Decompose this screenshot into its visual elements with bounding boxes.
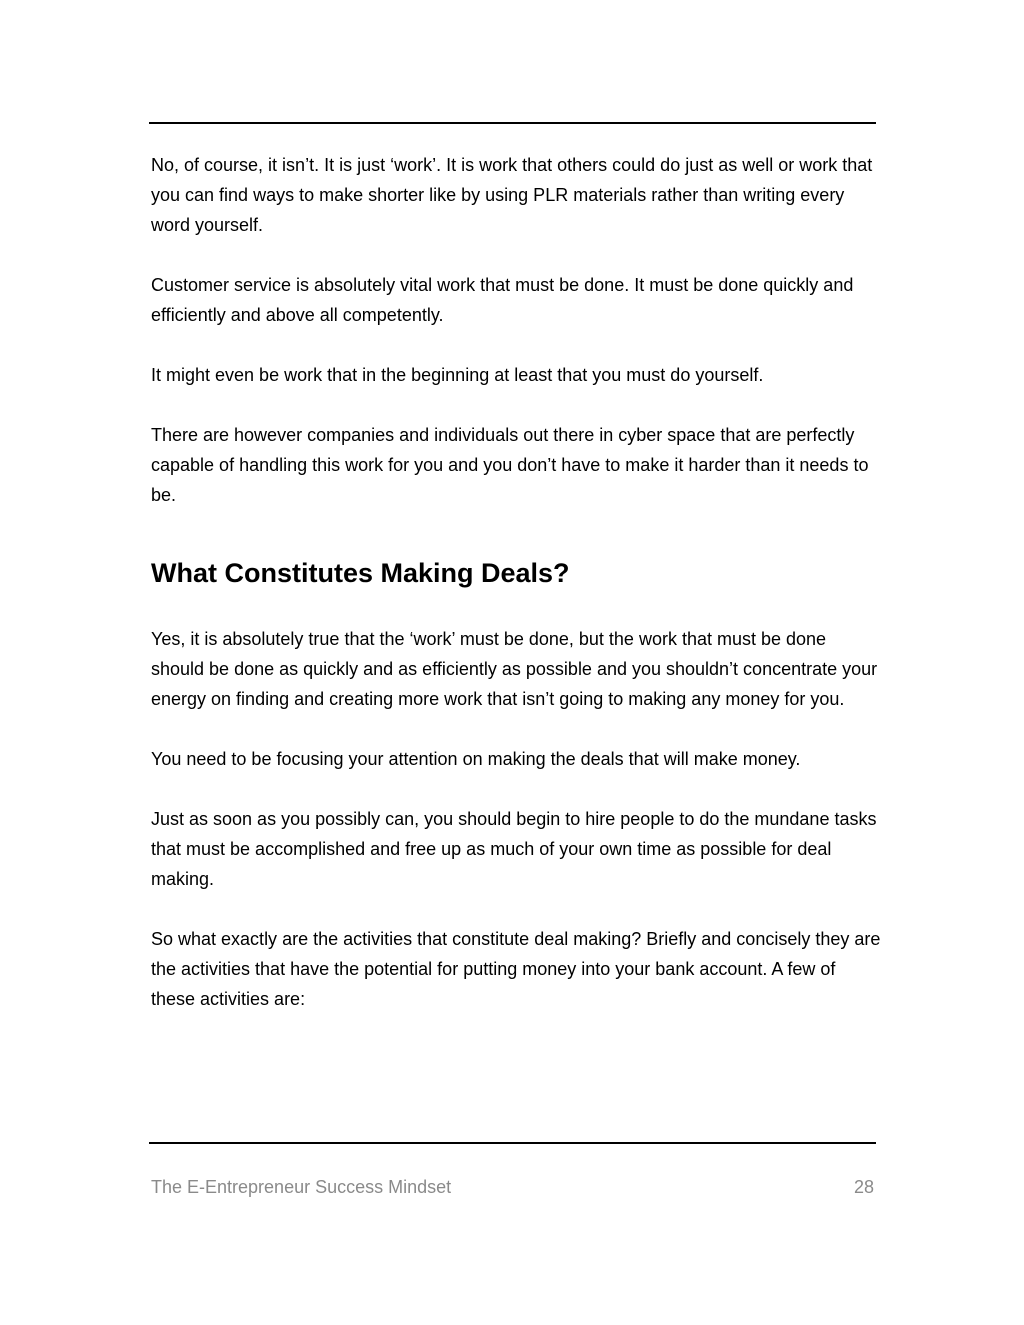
body-paragraph: No, of course, it isn’t. It is just ‘work’. It is work that others could do just as well or work that you can find ways to make shorter like by using PLR materials rather than writing every word yourself. — [151, 155, 873, 235]
body-paragraph: It might even be work that in the beginning at least that you must do yourself. — [151, 365, 764, 385]
section-heading: What Constitutes Making Deals? — [151, 558, 570, 588]
header-rule — [149, 122, 876, 124]
footer-book-title: The E-Entrepreneur Success Mindset — [151, 1177, 452, 1197]
body-paragraph: You need to be focusing your attention on making the deals that will make money. — [151, 749, 801, 769]
body-paragraph: Customer service is absolutely vital work that must be done. It must be done quickly and efficiently and above all competently. — [151, 275, 854, 325]
body-paragraph: There are however companies and individuals out there in cyber space that are perfectly capable of handling this work for you and you don’t have to make it harder than it needs to be. — [151, 425, 869, 505]
page-number: 28 — [853, 1177, 874, 1197]
body-paragraph: Just as soon as you possibly can, you should begin to hire people to do the mundane tasks that must be accomplished and free up as much of your own time as possible for deal making. — [151, 809, 877, 889]
body-paragraph: Yes, it is absolutely true that the ‘work’ must be done, but the work that must be done should be done as quickly and as efficiently as possible and you shouldn’t concentrate your energy on finding and creating more work that isn’t going to making any money for you. — [151, 629, 878, 709]
page-body — [151, 150, 881, 1044]
footer-rule — [149, 1142, 876, 1144]
body-paragraph: So what exactly are the activities that constitute deal making? Briefly and concisely they are the activities that have the potential for putting money into your bank account. A few of these activities are: — [151, 929, 881, 1009]
